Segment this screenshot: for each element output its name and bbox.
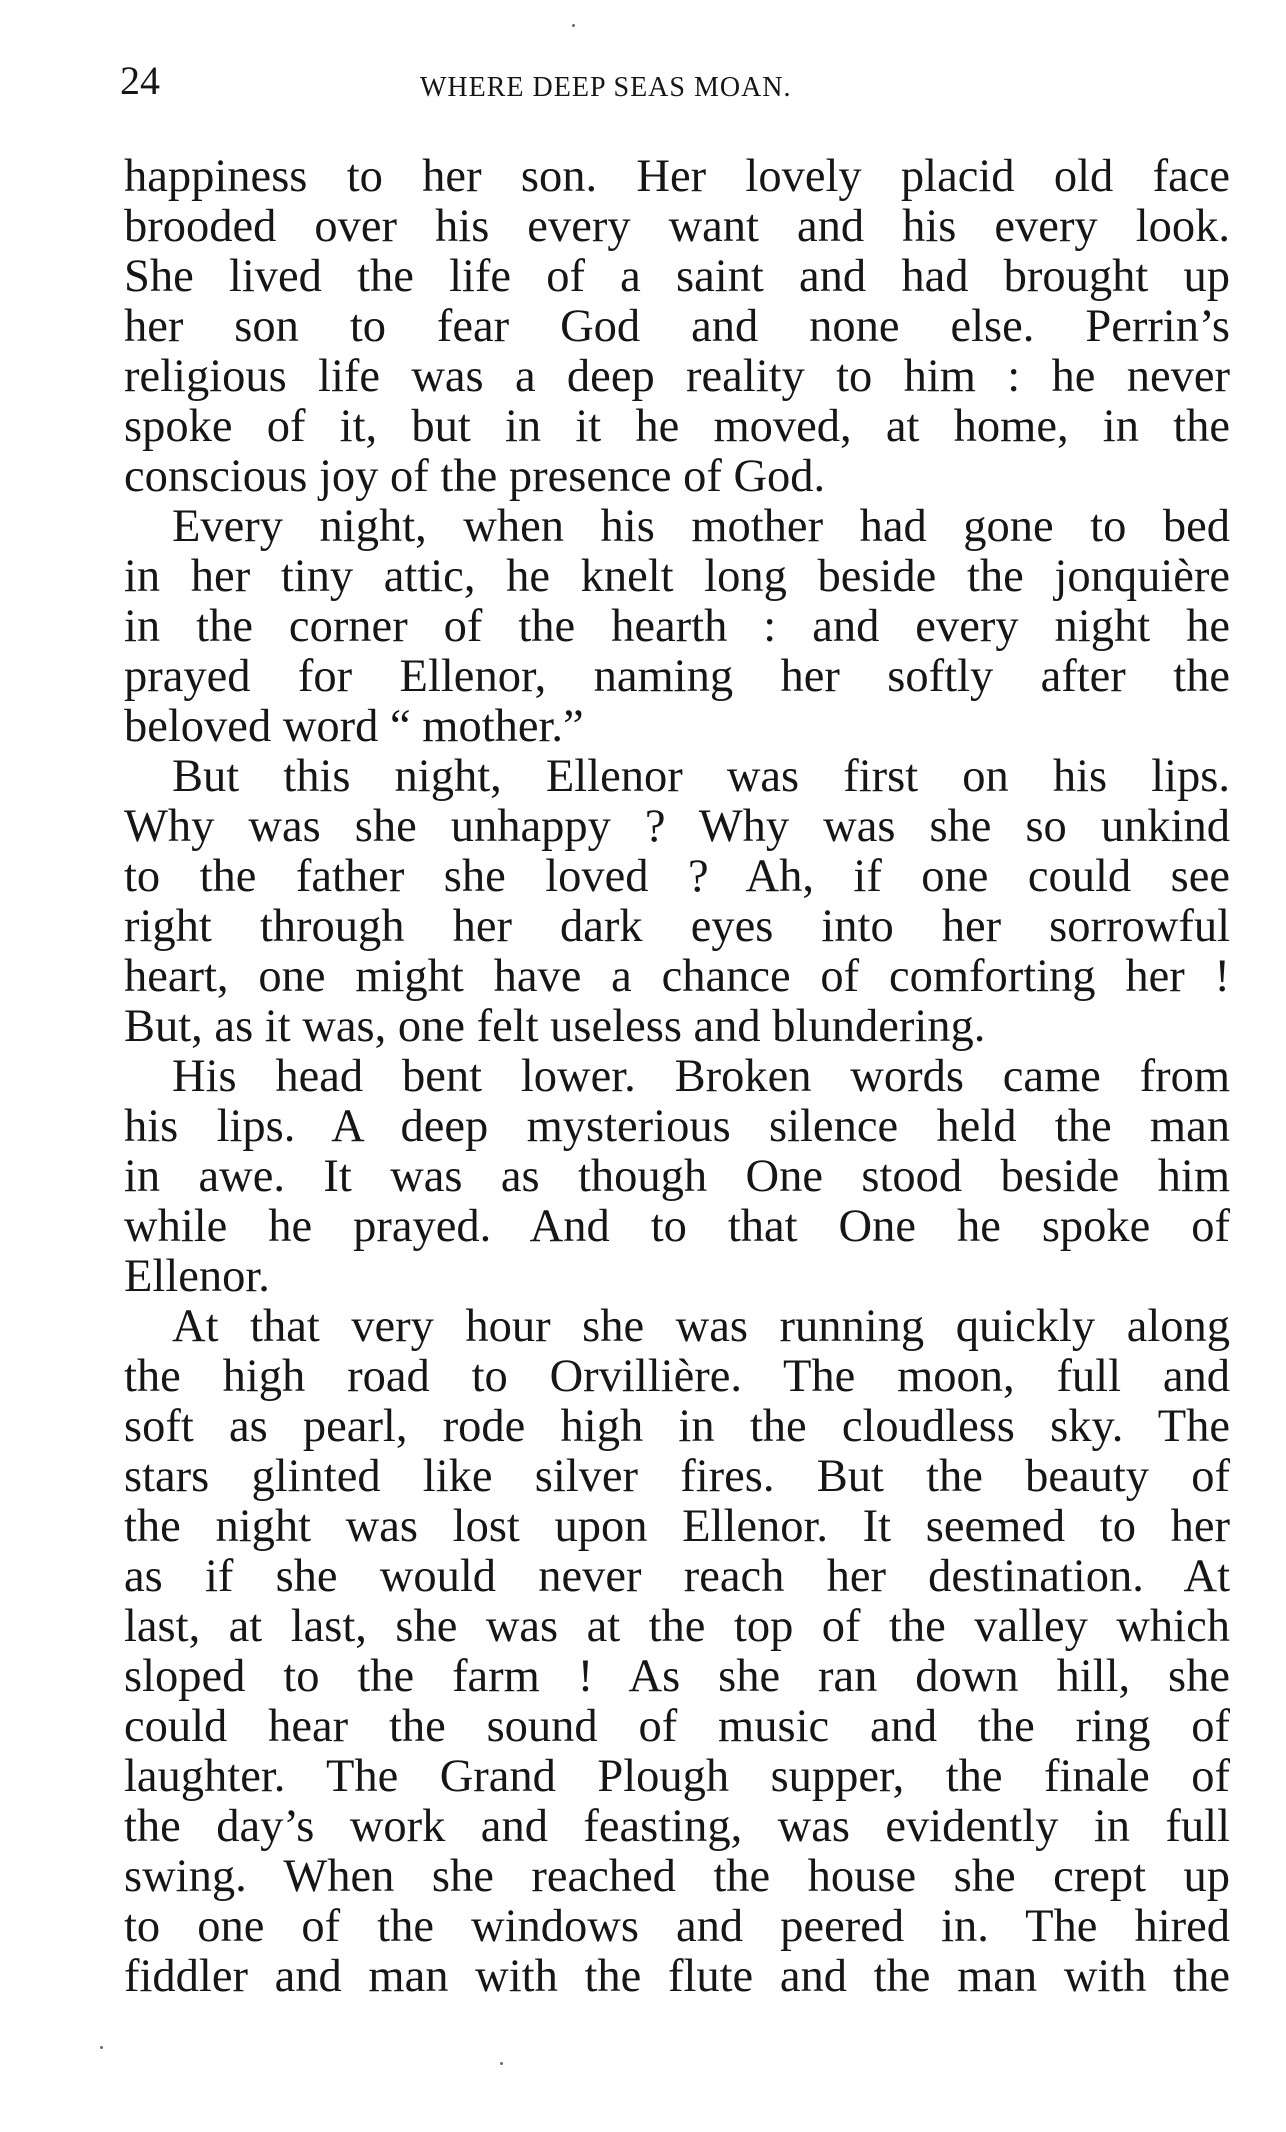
text-line: could hear the sound of music and the ring of: [124, 1701, 1230, 1752]
text-line: happiness to her son. Her lovely placid old face: [124, 151, 1230, 202]
text-line: the high road to Orvillière. The moon, full and: [124, 1351, 1230, 1402]
ink-speck: [572, 24, 575, 27]
text-line: as if she would never reach her destination. At: [124, 1551, 1230, 1602]
page-header: [120, 56, 1220, 116]
body-text: [124, 152, 1230, 2002]
text-line: But, as it was, one felt useless and blundering.: [124, 1001, 986, 1052]
text-line: But this night, Ellenor was first on his lips.: [172, 751, 1230, 802]
text-line: in her tiny attic, he knelt long beside the jonquière: [124, 551, 1230, 602]
text-line: stars glinted like silver fires. But the beauty of: [124, 1451, 1230, 1502]
text-line: sloped to the farm ! As she ran down hill, she: [124, 1651, 1230, 1702]
text-line: Why was she unhappy ? Why was she so unkind: [124, 801, 1230, 852]
text-line: swing. When she reached the house she crept up: [124, 1851, 1230, 1902]
page-number: 24: [120, 58, 160, 103]
text-line: Every night, when his mother had gone to bed: [172, 501, 1230, 552]
text-line: right through her dark eyes into her sorrowful: [124, 901, 1230, 952]
text-line: prayed for Ellenor, naming her softly after the: [124, 651, 1230, 702]
text-line: to the father she loved ? Ah, if one could see: [124, 851, 1230, 902]
text-line: fiddler and man with the flute and the man with the: [124, 1951, 1230, 2002]
text-line: in awe. It was as though One stood beside him: [124, 1151, 1230, 1202]
text-line: soft as pearl, rode high in the cloudless sky. The: [124, 1401, 1230, 1452]
text-line: At that very hour she was running quickly along: [172, 1301, 1230, 1352]
text-line: conscious joy of the presence of God.: [124, 451, 826, 502]
text-line: while he prayed. And to that One he spoke of: [124, 1201, 1230, 1252]
text-line: in the corner of the hearth : and every night he: [124, 601, 1230, 652]
text-line: the night was lost upon Ellenor. It seemed to her: [124, 1501, 1230, 1552]
text-line: brooded over his every want and his every look.: [124, 201, 1230, 252]
running-head: WHERE DEEP SEAS MOAN.: [420, 72, 792, 103]
text-line: his lips. A deep mysterious silence held the man: [124, 1101, 1230, 1152]
text-line: His head bent lower. Broken words came from: [172, 1051, 1230, 1102]
text-line: beloved word “ mother.”: [124, 701, 584, 752]
text-line: the day’s work and feasting, was evidently in full: [124, 1801, 1230, 1852]
text-line: laughter. The Grand Plough supper, the finale of: [124, 1751, 1230, 1802]
text-line: heart, one might have a chance of comforting her !: [124, 951, 1230, 1002]
text-line: her son to fear God and none else. Perrin’s: [124, 301, 1230, 352]
text-line: spoke of it, but in it he moved, at home, in the: [124, 401, 1230, 452]
text-line: She lived the life of a saint and had brought up: [124, 251, 1230, 302]
text-line: to one of the windows and peered in. The hired: [124, 1901, 1230, 1952]
ink-speck: [500, 2062, 503, 2065]
ink-speck: [100, 2046, 103, 2049]
text-line: religious life was a deep reality to him : he never: [124, 351, 1230, 402]
text-line: last, at last, she was at the top of the valley which: [124, 1601, 1230, 1652]
text-line: Ellenor.: [124, 1251, 270, 1302]
